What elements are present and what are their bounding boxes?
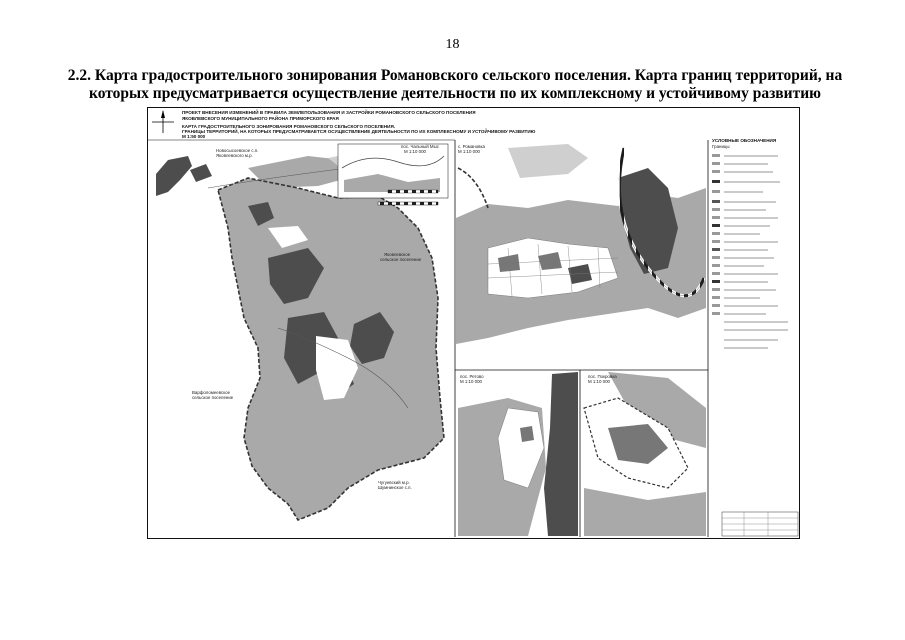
sheet-title-line-1: КАРТА ГРАДОСТРОИТЕЛЬНОГО ЗОНИРОВАНИЯ РОМАНОВСКОГО СЕЛЬСКОГО ПОСЕЛЕНИЯ. [182,124,396,129]
project-title-line-2: ЯКОВЛЕВСКОГО МУНИЦИПАЛЬНОГО РАЙОНА ПРИМОРСКОГО КРАЯ [182,116,339,121]
pokrovka-label-line-1: пос. Покровка [588,374,617,379]
pokrovka-label-line-2: М 1:10 000 [588,379,610,384]
retovo-inset-map [458,372,578,536]
sheet-title-line-3: М 1:50 000 [182,134,206,139]
sheet-title-line-2: ГРАНИЦЫ ТЕРРИТОРИЙ, НА КОТОРЫХ ПРЕДУСМАТРИВАЕТСЯ ОСУЩЕСТВЛЕНИЕ ДЕЯТЕЛЬНОСТИ ПО ИХ КОМПЛЕКСНОМУ И УСТОЙЧИВОМУ РАЗВИТИЮ [182,129,536,134]
neighbor-bottom-line-2: Шумнинское с.п. [378,485,412,490]
page-number: 18 [445,37,460,52]
zoning-map-sheet [147,107,800,539]
neighbor-top-left-line-1: Новосысоевское с.п. [216,148,259,153]
project-title-line-1: ПРОЕКТ ВНЕСЕНИЯ ИЗМЕНЕНИЙ В ПРАВИЛА ЗЕМЛЕПОЛЬЗОВАНИЯ И ЗАСТРОЙКИ РОМАНОВСКОГО СЕЛЬСКОГО ПОСЕЛЕНИЯ [182,110,476,115]
legend-subtitle: Границы [712,144,730,149]
neighbor-left-line-2: сельское поселение [192,395,234,400]
romanovka-label-line-2: М 1:10 000 [458,149,480,154]
neighbor-right-line-2: сельское поселение [380,257,422,262]
neighbor-top-left-line-2: Яковлевского м.р. [216,153,253,158]
north-arrow-icon [152,110,174,133]
chalnikov-label-line-1: пос. Чальный Мыс [401,144,439,149]
romanovka-inset-map [456,144,706,344]
legend-title: УСЛОВНЫЕ ОБОЗНАЧЕНИЯ [712,138,777,143]
main-settlement-map [156,152,448,520]
neighbor-bottom-line-1: Чугуевский м.р. [378,480,410,485]
retovo-label-line-1: пос. Ретово [460,374,484,379]
map-legend [712,138,798,536]
zoning-map-drawing [148,108,799,538]
pokrovka-inset-map [584,372,706,536]
retovo-label-line-2: М 1:10 000 [460,379,482,384]
chalnikov-label-line-2: М 1:10 000 [404,149,426,154]
romanovka-label-line-1: с. Романовка [458,144,485,149]
section-heading: 2.2. Карта градостроительного зонирования Романовского сельского поселения. Карта границ территорий, на которых предусматривается осуществление деятельности по их комплексному и устойчивому развитию [67,67,843,102]
neighbor-left-line-1: Варфоломеевское [192,390,231,395]
neighbor-right-line-1: Яковлевское [384,252,411,257]
chalnikov-inset [338,144,448,198]
